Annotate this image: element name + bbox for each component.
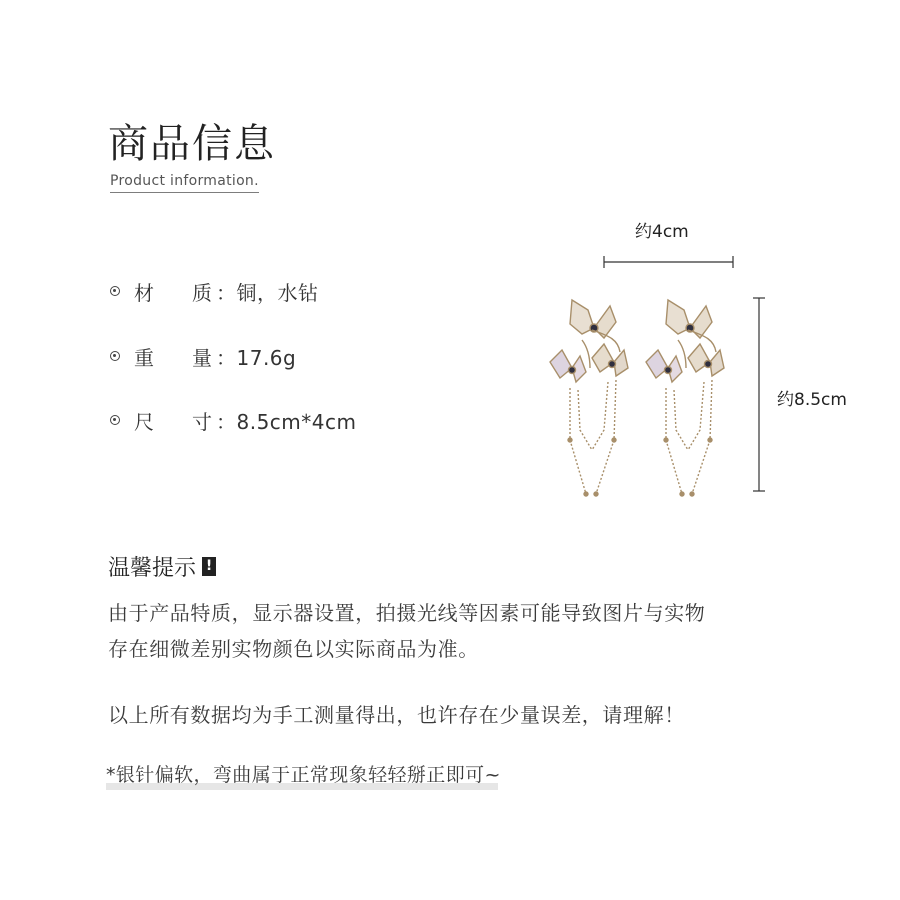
exclamation-icon: !	[202, 557, 216, 576]
bullet-icon	[110, 415, 120, 425]
earrings-product-image	[530, 240, 790, 510]
bullet-icon	[110, 286, 120, 296]
width-dimension-line	[604, 256, 733, 268]
page-title: 商品信息	[108, 121, 276, 167]
right-earring-drawing	[646, 300, 724, 496]
bullet-icon	[110, 351, 120, 361]
spec-row-size	[110, 406, 357, 434]
spec-label-char2: 质	[192, 280, 212, 305]
notice-paragraph-1	[108, 595, 705, 667]
page-subtitle: Product information.	[110, 173, 259, 193]
spec-label-char1: 尺	[134, 409, 154, 434]
spec-label-char2: 量	[192, 345, 212, 370]
spec-value: ：铜，水钻	[216, 280, 319, 305]
notice-paragraph-2: 以上所有数据均为手工测量得出，也许存在少量误差，请理解！	[108, 703, 685, 727]
height-label: 约8.5cm	[777, 390, 847, 410]
spec-label-char1: 材	[134, 280, 154, 305]
spec-value: ：8.5cm*4cm	[216, 409, 357, 434]
height-dimension-line	[753, 298, 765, 491]
notice-line: 由于产品特质，显示器设置，拍摄光线等因素可能导致图片与实物	[108, 601, 706, 625]
spec-row-material	[110, 277, 319, 305]
spec-label-char1: 重	[134, 345, 154, 370]
notice-title-text: 温馨提示	[108, 556, 197, 581]
spec-row-weight	[110, 342, 296, 370]
notice-line: 存在细微差别实物颜色以实际商品为准。	[108, 637, 479, 661]
spec-label-char2: 寸	[192, 409, 212, 434]
spec-value: ：17.6g	[216, 345, 297, 370]
left-earring-drawing	[550, 300, 628, 496]
width-label: 约4cm	[635, 222, 689, 242]
notice-paragraph-3: *银针偏软，弯曲属于正常现象轻轻掰正即可~	[106, 764, 501, 786]
notice-heading	[108, 551, 216, 582]
